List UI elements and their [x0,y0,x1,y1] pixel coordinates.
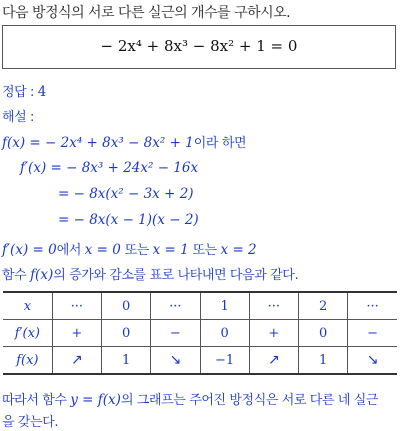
root-0: x = 0 [84,242,121,258]
line-fp3: = − 8x(x − 1)(x − 2) [58,212,199,228]
conclusion-yfx: y = f(x) [70,392,121,408]
answer-label: 정답 : [2,85,38,100]
root-1: x = 1 [152,242,189,258]
table-cell: ··· [249,292,298,320]
equation: − 2x⁴ + 8x³ − 8x² + 1 = 0 [100,37,298,55]
conclusion-1c: 의 그래프는 주어진 방정식은 서로 다른 네 실근 [120,393,379,408]
root-2: x = 2 [220,242,257,258]
table-cell: 1 [299,347,348,375]
table-cell [52,347,101,375]
table-cell [151,347,200,375]
table-cell: ··· [52,292,101,320]
table-intro [2,264,298,283]
table-head-fprime: f′(x) [3,320,52,347]
line-fp1: f′(x) = − 8x³ + 24x² − 16x [20,160,199,176]
table-intro-2: 의 증가와 감소를 표로 나타내면 다음과 같다. [53,268,299,283]
table-row-fprime [3,320,397,347]
table-cell: 1 [200,292,249,320]
table-intro-fx: f(x) [30,267,54,283]
table-cell: − [348,320,397,347]
line-roots [2,239,257,258]
sign-table [3,291,397,375]
explanation-label: 해설 : [2,110,35,125]
roots-text-3: 또는 [188,243,221,258]
table-head-x: x [3,292,52,320]
table-head-f: f(x) [3,347,52,375]
table-cell: 0 [299,320,348,347]
table-intro-1: 함수 [2,268,31,283]
line-fp2: = − 8x(x² − 3x + 2) [58,186,194,202]
table-cell: 1 [102,347,151,375]
roots-eq: f′(x) = 0 [2,242,57,258]
table-cell: + [52,320,101,347]
table-cell: 0 [102,292,151,320]
table-cell: 2 [299,292,348,320]
table-cell [249,347,298,375]
table-cell: + [249,320,298,347]
decrease-arrow-icon: ↘ [169,352,182,368]
line-f-suffix: 이라 하면 [193,136,247,151]
increase-arrow-icon: ↗ [268,352,280,368]
line-f-math: f(x) = − 2x⁴ + 8x³ − 8x² + 1 [2,135,194,151]
table-row-x [3,292,397,320]
table-cell: −1 [200,347,249,375]
conclusion-line-1 [2,389,378,408]
equation-box [2,25,396,69]
table-row-f [3,347,397,375]
table-cell: ··· [151,292,200,320]
roots-text-1: 에서 [56,243,85,258]
conclusion-1a: 따라서 함수 [2,393,71,408]
table-cell: 0 [102,320,151,347]
conclusion-line-2: 을 갖는다. [2,415,59,430]
table-cell: 0 [200,320,249,347]
line-f [2,132,246,151]
decrease-arrow-icon: ↘ [366,352,379,368]
table-cell: − [151,320,200,347]
roots-text-2: 또는 [120,243,153,258]
table-cell: ··· [348,292,397,320]
increase-arrow-icon: ↗ [71,352,83,368]
question-text: 다음 방정식의 서로 다른 실근의 개수를 구하시오. [2,5,291,21]
table-cell [348,347,397,375]
answer-line [2,81,46,100]
answer-value: 4 [37,84,46,100]
